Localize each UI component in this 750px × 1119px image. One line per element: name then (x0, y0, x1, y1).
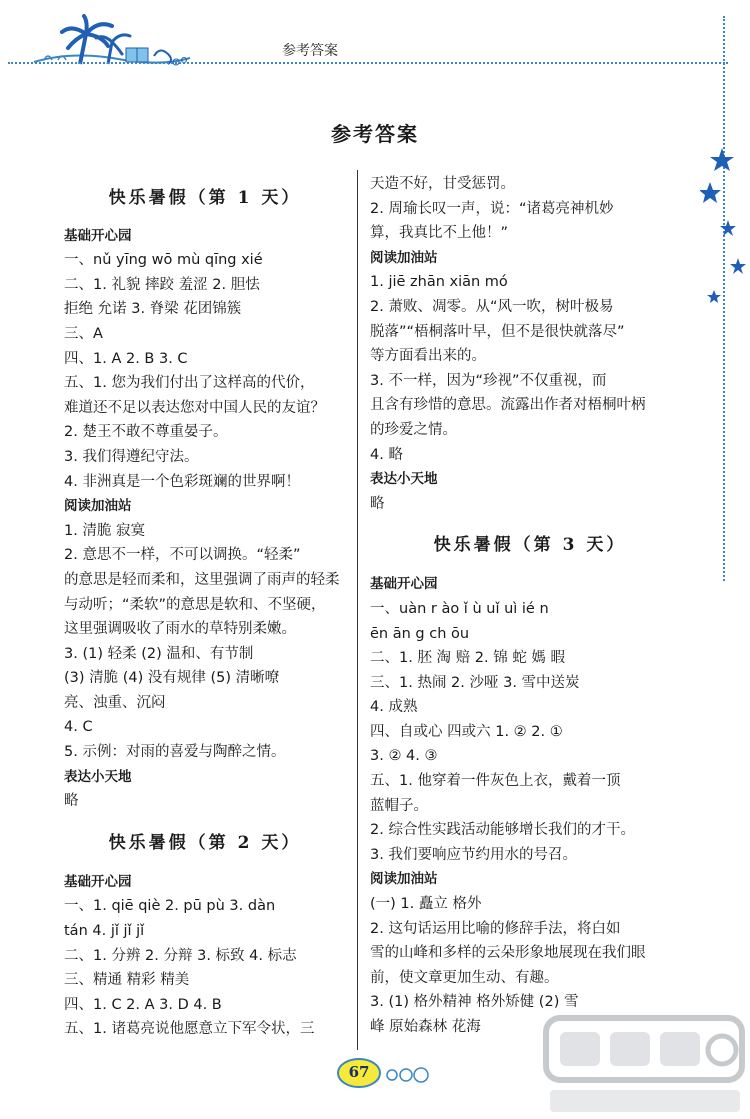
answer-line: 的意思是轻而柔和，这里强调了雨声的轻柔 (64, 571, 340, 588)
answer-line: 四、自或心 四或六 1. ② 2. ① (370, 723, 563, 740)
answer-line: 一、nǔ yīng wō mù qīng xié (64, 252, 263, 269)
answer-line: 2. 萧败、凋零。从“风一吹，树叶极易 (370, 298, 614, 315)
subheading: 阅读加油站 (370, 249, 438, 266)
answer-line: 3. 不一样，因为“珍视”不仅重视，而 (370, 372, 607, 389)
answer-line: 3. 我们得遵纪守法。 (64, 448, 199, 465)
section-heading-day-2: 快乐暑假（第 2 天） (108, 832, 302, 853)
answer-line: 脱落”“梧桐落叶早，但不是很快就落尽” (370, 323, 625, 340)
answer-line: 二、1. 分辨 2. 分辩 3. 标致 4. 标志 (64, 947, 297, 964)
right-column (370, 172, 690, 1040)
answer-line: 算，我真比不上他！” (370, 225, 509, 242)
answer-line: 2. 周瑜长叹一声，说：“诸葛亮神机妙 (370, 200, 614, 217)
answer-line: 2. 楚王不敢不尊重晏子。 (64, 424, 228, 441)
answer-line: 略 (64, 793, 79, 810)
answer-line: 3. ② 4. ③ (370, 748, 438, 765)
answer-line: 二、1. 胚 淘 赔 2. 锦 蛇 媽 暇 (370, 650, 566, 667)
answer-line: 3. 我们要响应节约用水的号召。 (370, 846, 577, 863)
watermark-logo-icon (540, 1010, 750, 1119)
answer-line: 4. 成熟 (370, 699, 418, 716)
answer-line: 二、1. 礼貌 摔跤 羞涩 2. 胆怯 (64, 276, 260, 293)
answer-line: 2. 意思不一样，不可以调换。“轻柔” (64, 547, 301, 564)
answer-line: (一) 1. 矗立 格外 (370, 896, 482, 913)
answer-line: 4. C (64, 719, 93, 736)
answer-line: 三、精通 精彩 精美 (64, 972, 190, 989)
answer-line: 天造不好，甘受惩罚。 (370, 176, 515, 192)
page-title: 参考答案 (331, 122, 419, 146)
answer-line: 4. 略 (370, 446, 403, 463)
answer-line: tán 4. jǐ jǐ jǐ (64, 923, 145, 940)
answer-line: 等方面看出来的。 (370, 348, 486, 365)
section-heading-day-3: 快乐暑假（第 3 天） (433, 535, 627, 556)
answer-line: 3. (1) 轻柔 (2) 温和、有节制 (64, 645, 254, 662)
answer-line: 蓝帽子。 (370, 797, 428, 814)
answer-line: 的珍爱之情。 (370, 421, 457, 438)
subheading: 阅读加油站 (370, 871, 438, 888)
subheading: 阅读加油站 (64, 498, 132, 515)
answer-line: 2. 综合性实践活动能够增长我们的才干。 (370, 822, 635, 839)
answer-line: 且含有珍惜的意思。流露出作者对梧桐叶柄 (370, 397, 646, 414)
subheading: 表达小天地 (64, 768, 132, 785)
answer-line: 这里强调吸收了雨水的草特别柔嫩。 (64, 621, 296, 638)
header-divider (8, 62, 728, 64)
page-number: 67 (348, 1063, 370, 1081)
answer-line: 四、1. A 2. B 3. C (64, 350, 188, 367)
subheading: 基础开心园 (370, 576, 438, 593)
answer-line: 2. 这句话运用比喻的修辞手法，将白如 (370, 920, 621, 937)
answer-line: 3. (1) 格外精神 格外矫健 (2) 雪 (370, 994, 579, 1011)
answer-line: 五、1. 诸葛亮说他愿意立下军令状，三 (64, 1021, 315, 1038)
subheading: 表达小天地 (370, 471, 438, 488)
answer-line: 与动听；“柔软”的意思是软和、不坚硬， (64, 596, 326, 613)
answer-line: 亮、浊重、沉闷 (64, 694, 166, 711)
section-heading-day-1: 快乐暑假（第 1 天） (108, 188, 302, 208)
answer-line: 前，使文章更加生动、有趣。 (370, 969, 559, 986)
answer-line: 拒绝 允诺 3. 脊梁 花团锦簇 (64, 301, 242, 318)
column-divider (357, 170, 358, 1050)
subheading: 基础开心园 (64, 873, 132, 890)
answer-line: 雪的山峰和多样的云朵形象地展现在我们眼 (370, 945, 646, 962)
answer-line: 4. 非洲真是一个色彩斑斓的世界啊！ (64, 473, 300, 490)
answer-line: (3) 清脆 (4) 没有规律 (5) 清晰嘹 (64, 670, 280, 687)
answer-line: 一、1. qiē qiè 2. pū pù 3. dàn (64, 898, 276, 915)
subheading: 基础开心园 (64, 227, 132, 244)
answer-line: 三、1. 热闹 2. 沙哑 3. 雪中送炭 (370, 674, 580, 691)
answer-line: 三、A (64, 325, 103, 342)
header-title: 参考答案 (282, 43, 338, 59)
left-column (64, 172, 346, 1042)
answer-line: 略 (370, 495, 385, 512)
stars-decoration-icon (700, 140, 750, 320)
answer-line: 峰 原始森林 花海 (370, 1019, 481, 1035)
palm-tree-logo-icon (14, 10, 194, 74)
answer-line: 五、1. 他穿着一件灰色上衣，戴着一顶 (370, 773, 621, 790)
answer-line: 1. 清脆 寂寞 (64, 522, 146, 539)
answer-line: 难道还不足以表达您对中国人民的友谊？ (64, 399, 325, 416)
answer-line: 五、1. 您为我们付出了这样高的代价， (64, 375, 315, 392)
answer-line: 1. jiē zhān xiān mó (370, 274, 508, 291)
answer-line: 一、uàn r ào ǐ ù uǐ uì ié n (370, 600, 549, 617)
answer-line: 5. 示例：对雨的喜爱与陶醉之情。 (64, 744, 286, 761)
bubbles-decoration-icon (384, 1064, 434, 1086)
answer-line: 四、1. C 2. A 3. D 4. B (64, 996, 222, 1013)
answer-line: ēn ān g ch ōu (370, 625, 470, 642)
